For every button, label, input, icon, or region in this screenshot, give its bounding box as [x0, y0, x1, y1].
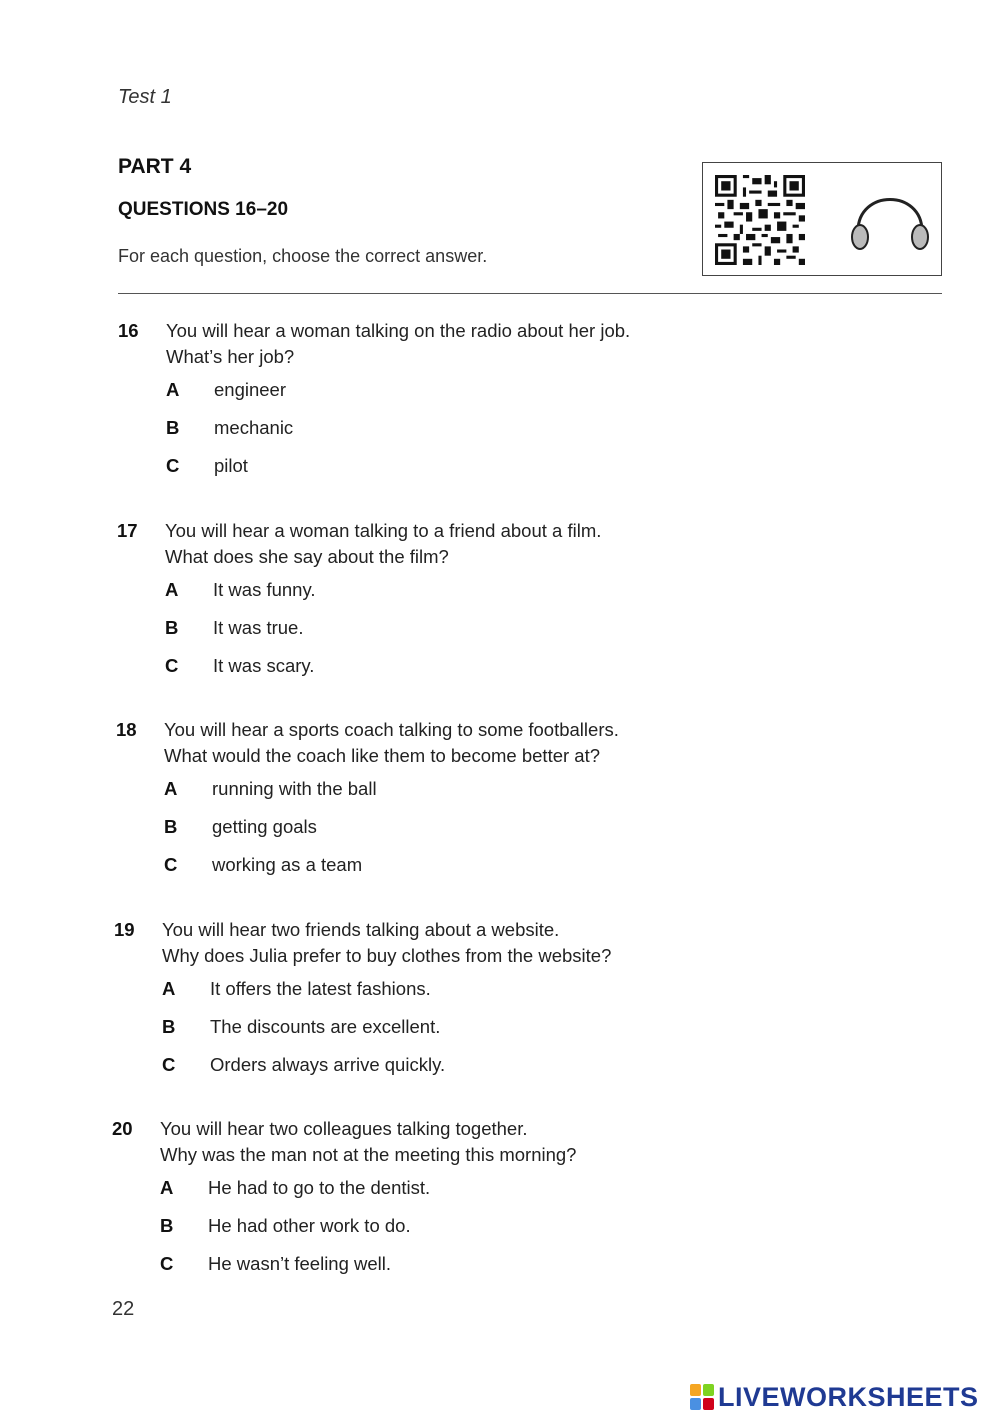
instruction-text: For each question, choose the correct answer. [118, 246, 488, 266]
question-text: What’s her job? [166, 346, 295, 367]
option-b[interactable]: B The discounts are excellent. [162, 1016, 441, 1037]
liveworksheets-logo-icon [690, 1384, 714, 1410]
question-prompt: You will hear two colleagues talking together. [160, 1118, 528, 1139]
option-a[interactable]: A It offers the latest fashions. [162, 978, 431, 999]
question-prompt: You will hear two friends talking about a website. [162, 919, 560, 940]
question-prompt: You will hear a sports coach talking to some footballers. [164, 719, 619, 740]
option-a[interactable]: A running with the ball [164, 778, 377, 799]
option-c[interactable]: C It was scary. [165, 655, 315, 676]
option-c[interactable]: C He wasn’t feeling well. [160, 1253, 392, 1274]
option-c[interactable]: C working as a team [164, 854, 363, 875]
option-b[interactable]: B It was true. [165, 617, 304, 638]
question-text: What would the coach like them to become better at? [164, 745, 601, 766]
question-text: Why was the man not at the meeting this morning? [160, 1144, 577, 1165]
option-b[interactable]: B He had other work to do. [160, 1215, 411, 1236]
question-number: 19 [114, 919, 135, 940]
page-number: 22 [112, 1298, 135, 1320]
option-a[interactable]: A He had to go to the dentist. [160, 1177, 431, 1198]
questions-range: QUESTIONS 16–20 [118, 199, 289, 220]
question-prompt: You will hear a woman talking to a friend about a film. [165, 520, 602, 541]
question-number: 16 [118, 320, 139, 341]
option-b[interactable]: B mechanic [166, 417, 294, 438]
question-text: What does she say about the film? [165, 546, 449, 567]
part-title: PART 4 [118, 155, 192, 178]
headphones-icon[interactable] [849, 185, 931, 257]
option-a[interactable]: A It was funny. [165, 579, 316, 600]
audio-box [702, 162, 942, 276]
question-number: 17 [117, 520, 138, 541]
divider [118, 293, 942, 294]
brand-logo[interactable] [690, 1382, 979, 1412]
test-label: Test 1 [118, 86, 172, 108]
brand-text: LIVEWORKSHEETS [718, 1381, 979, 1412]
option-c[interactable]: C pilot [166, 455, 248, 476]
question-text: Why does Julia prefer to buy clothes from the website? [162, 945, 612, 966]
question-prompt: You will hear a woman talking on the radio about her job. [166, 320, 631, 341]
question-number: 20 [112, 1118, 133, 1139]
qr-code-icon[interactable] [715, 175, 805, 265]
option-a[interactable]: A engineer [166, 379, 287, 400]
option-b[interactable]: B getting goals [164, 816, 317, 837]
question-number: 18 [116, 719, 137, 740]
option-c[interactable]: C Orders always arrive quickly. [162, 1054, 446, 1075]
